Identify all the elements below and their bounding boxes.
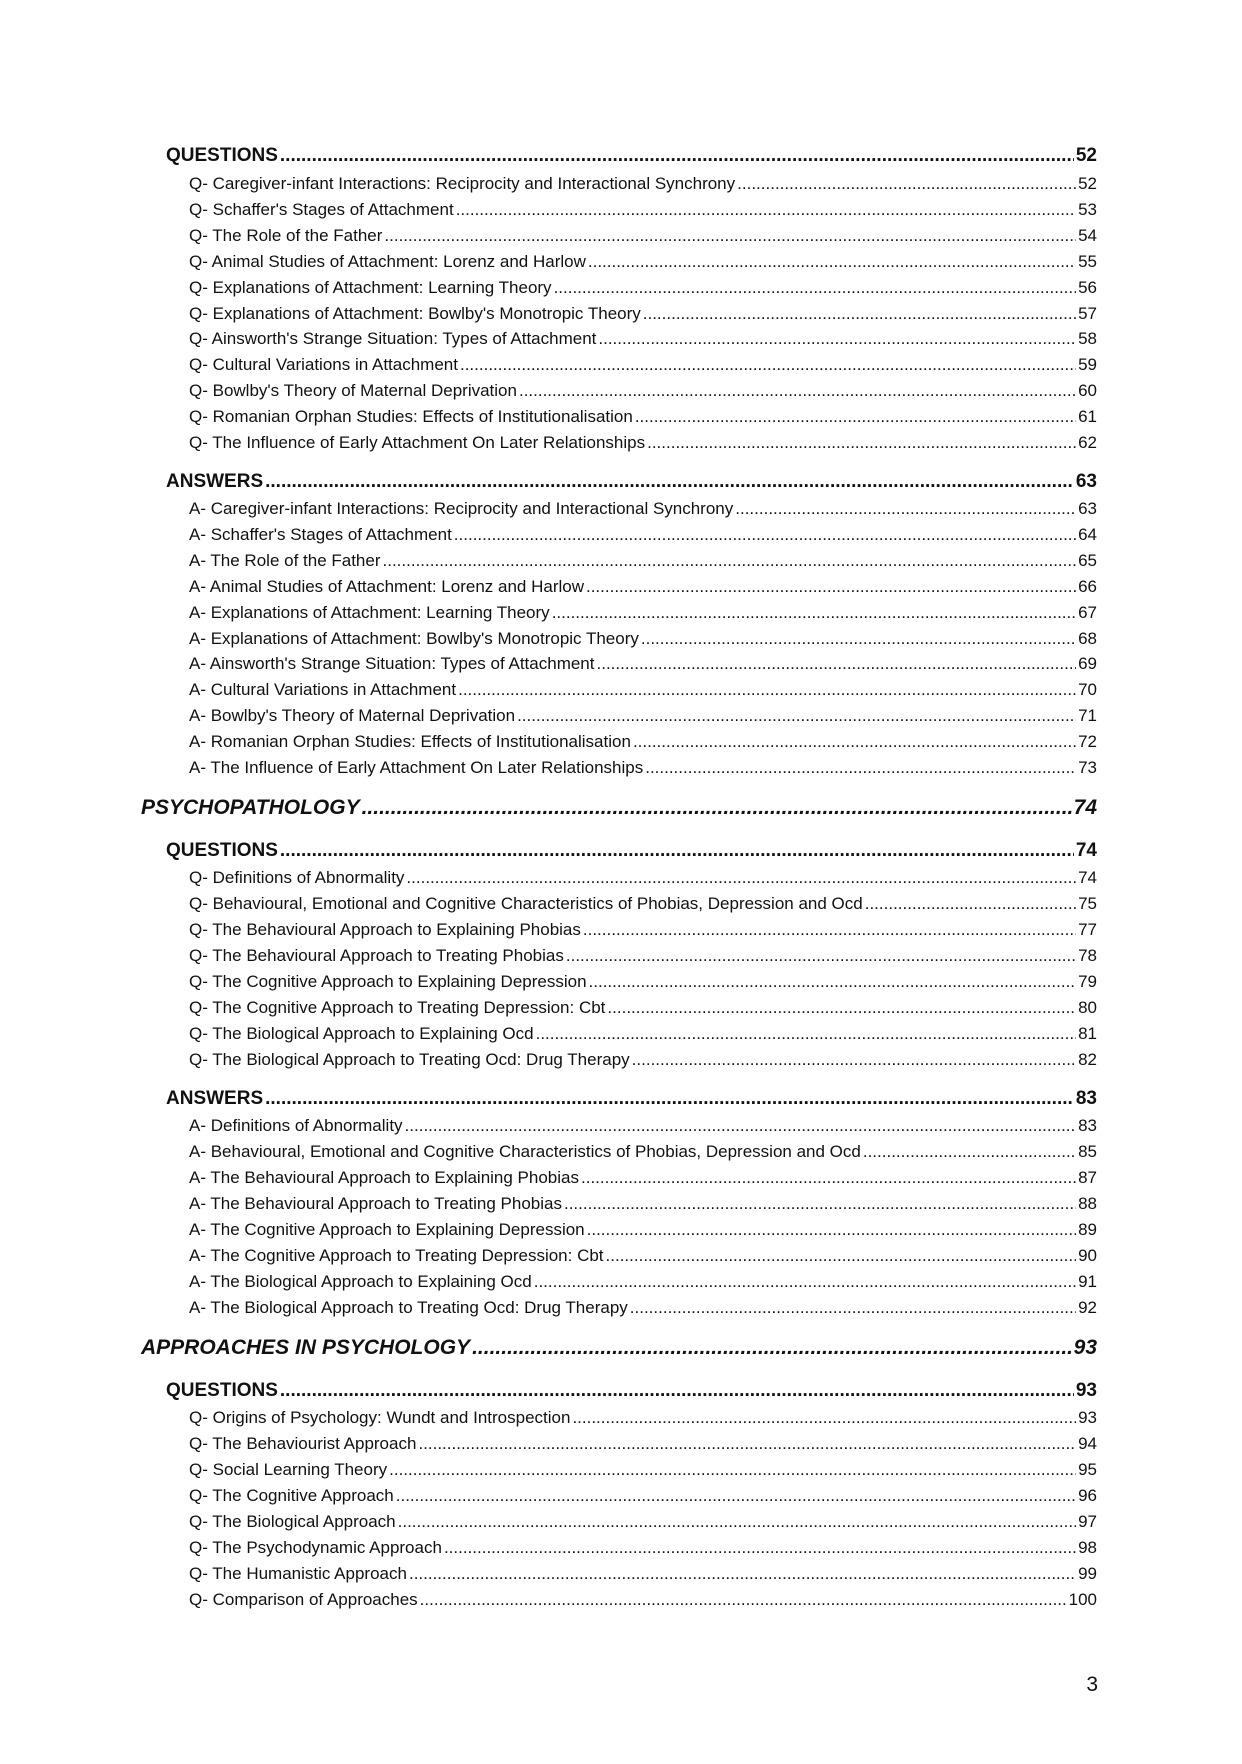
toc-label: Q- The Cognitive Approach to Explaining Depression xyxy=(189,972,587,991)
toc-label: Q- Animal Studies of Attachment: Lorenz and Harlow xyxy=(189,252,586,271)
toc-label: ANSWERS xyxy=(166,1088,264,1109)
dot-leader xyxy=(420,1590,1067,1610)
toc-page: 99 xyxy=(1078,1564,1097,1583)
dot-leader xyxy=(552,603,1076,623)
toc-entry[interactable] xyxy=(189,944,1097,966)
toc-page: 73 xyxy=(1078,758,1097,777)
toc-entry[interactable] xyxy=(189,1022,1097,1044)
toc-label: A- Explanations of Attachment: Learning Theory xyxy=(189,603,550,622)
toc-page: 100 xyxy=(1068,1590,1097,1609)
toc-entry[interactable] xyxy=(189,1166,1097,1188)
toc-entry[interactable] xyxy=(189,704,1097,726)
dot-leader xyxy=(588,252,1076,272)
dot-leader xyxy=(598,329,1076,349)
toc-entry[interactable] xyxy=(189,379,1097,401)
toc-heading-questions[interactable] xyxy=(166,1378,1097,1402)
toc-entry[interactable] xyxy=(189,523,1097,545)
toc-entry[interactable] xyxy=(189,327,1097,349)
toc-heading-answers[interactable] xyxy=(166,1086,1097,1110)
toc-page: 74 xyxy=(1073,796,1097,819)
dot-leader xyxy=(384,226,1076,246)
toc-label: A- The Behavioural Approach to Explaining Phobias xyxy=(189,1168,579,1187)
toc-entry[interactable] xyxy=(189,730,1097,752)
toc-entry[interactable] xyxy=(189,1140,1097,1162)
toc-entry[interactable] xyxy=(189,918,1097,940)
toc-label: Q- The Behaviourist Approach xyxy=(189,1434,417,1453)
toc-page: 70 xyxy=(1078,680,1097,699)
dot-leader xyxy=(632,1050,1076,1070)
dot-leader xyxy=(630,1298,1076,1318)
toc-label: Q- Bowlby's Theory of Maternal Deprivation xyxy=(189,381,517,400)
toc-entry[interactable] xyxy=(189,353,1097,375)
toc-label: Q- Ainsworth's Strange Situation: Types of Attachment xyxy=(189,329,597,348)
toc-entry[interactable] xyxy=(189,1192,1097,1214)
dot-leader xyxy=(280,145,1074,167)
dot-leader xyxy=(536,1024,1076,1044)
toc-label: Q- Cultural Variations in Attachment xyxy=(189,355,458,374)
dot-leader xyxy=(572,1408,1076,1428)
dot-leader xyxy=(564,1194,1076,1214)
toc-label: A- Cultural Variations in Attachment xyxy=(189,680,457,699)
toc-label: Q- The Behavioural Approach to Explaining Phobias xyxy=(189,920,581,939)
toc-entry[interactable] xyxy=(189,549,1097,571)
toc-label: APPROACHES IN PSYCHOLOGY xyxy=(141,1336,471,1359)
toc-label: A- The Influence of Early Attachment On Later Relationships xyxy=(189,758,644,777)
toc-heading-answers[interactable] xyxy=(166,469,1097,493)
toc-page: 74 xyxy=(1078,868,1097,887)
toc-entry[interactable] xyxy=(189,1510,1097,1532)
toc-label: Q- Social Learning Theory xyxy=(189,1460,388,1479)
toc-label: A- The Cognitive Approach to Treating Depression: Cbt xyxy=(189,1246,604,1265)
toc-label: Q- Comparison of Approaches xyxy=(189,1590,418,1609)
toc-label: Q- Behavioural, Emotional and Cognitive Characteristics of Phobias, Depression and Ocd xyxy=(189,894,863,913)
toc-page: 89 xyxy=(1078,1220,1097,1239)
toc-page: 62 xyxy=(1078,433,1097,452)
toc-page: 78 xyxy=(1078,946,1097,965)
dot-leader xyxy=(409,1564,1076,1584)
dot-leader xyxy=(406,868,1076,888)
toc-page: 64 xyxy=(1078,525,1097,544)
toc-page: 71 xyxy=(1078,706,1097,725)
toc-page: 53 xyxy=(1078,200,1097,219)
toc-page: 83 xyxy=(1078,1116,1097,1135)
toc-page: 72 xyxy=(1078,732,1097,751)
toc-entry[interactable] xyxy=(189,1244,1097,1266)
dot-leader xyxy=(607,998,1076,1018)
dot-leader xyxy=(633,732,1076,752)
toc-entry[interactable] xyxy=(189,302,1097,324)
toc-page: 52 xyxy=(1078,174,1097,193)
dot-leader xyxy=(597,654,1077,674)
dot-leader xyxy=(647,433,1076,453)
toc-label: QUESTIONS xyxy=(166,1380,278,1401)
toc-label: A- Ainsworth's Strange Situation: Types of Attachment xyxy=(189,654,595,673)
toc-page: 54 xyxy=(1078,226,1097,245)
toc-page: 98 xyxy=(1078,1538,1097,1557)
dot-leader xyxy=(863,1142,1076,1162)
dot-leader xyxy=(635,407,1076,427)
toc-page: 93 xyxy=(1075,1380,1097,1401)
toc-label: Q- Explanations of Attachment: Bowlby's Monotropic Theory xyxy=(189,304,641,323)
toc-page: 57 xyxy=(1078,304,1097,323)
toc-entry[interactable] xyxy=(189,970,1097,992)
dot-leader xyxy=(460,355,1076,375)
toc-page: 77 xyxy=(1078,920,1097,939)
toc-page: 61 xyxy=(1078,407,1097,426)
dot-leader xyxy=(383,551,1077,571)
toc-page: 74 xyxy=(1075,840,1097,861)
toc-entry[interactable] xyxy=(189,678,1097,700)
toc-entry[interactable] xyxy=(189,431,1097,453)
toc-chapter-approaches-in-psychology[interactable] xyxy=(141,1334,1097,1360)
toc-page: 81 xyxy=(1078,1024,1097,1043)
toc-page: 79 xyxy=(1078,972,1097,991)
toc-chapter-psychopathology[interactable] xyxy=(141,794,1097,820)
toc-page: 92 xyxy=(1078,1298,1097,1317)
toc-label: Q- Schaffer's Stages of Attachment xyxy=(189,200,454,219)
toc-page: 60 xyxy=(1078,381,1097,400)
toc-label: Q- The Humanistic Approach xyxy=(189,1564,407,1583)
toc-page: 68 xyxy=(1078,629,1097,648)
toc-page: 55 xyxy=(1078,252,1097,271)
toc-entry[interactable] xyxy=(189,172,1097,194)
toc-label: Q- The Influence of Early Attachment On Later Relationships xyxy=(189,433,646,452)
dot-leader xyxy=(554,278,1077,298)
toc-label: Q- The Cognitive Approach xyxy=(189,1486,394,1505)
toc-entry[interactable] xyxy=(189,198,1097,220)
dot-leader xyxy=(865,894,1076,914)
toc-label: A- Behavioural, Emotional and Cognitive Characteristics of Phobias, Depression and Ocd xyxy=(189,1142,861,1161)
dot-leader xyxy=(583,920,1076,940)
toc-label: Q- Caregiver-infant Interactions: Reciprocity and Interactional Synchrony xyxy=(189,174,736,193)
toc-page: 96 xyxy=(1078,1486,1097,1505)
toc-label: Q- The Biological Approach to Treating Ocd: Drug Therapy xyxy=(189,1050,630,1069)
dot-leader xyxy=(735,499,1076,519)
dot-leader xyxy=(454,525,1076,545)
toc-label: PSYCHOPATHOLOGY xyxy=(141,796,360,819)
toc-heading-questions[interactable] xyxy=(166,143,1097,167)
toc-entry[interactable] xyxy=(189,601,1097,623)
toc-page: 93 xyxy=(1078,1408,1097,1427)
dot-leader xyxy=(517,706,1076,726)
toc-label: Q- The Psychodynamic Approach xyxy=(189,1538,442,1557)
toc-entry[interactable] xyxy=(189,276,1097,298)
toc-label: ANSWERS xyxy=(166,471,264,492)
toc-entry[interactable] xyxy=(189,756,1097,778)
dot-leader xyxy=(534,1272,1076,1292)
dot-leader xyxy=(362,796,1072,820)
dot-leader xyxy=(280,1380,1074,1402)
toc-entry[interactable] xyxy=(189,892,1097,914)
page-number: 3 xyxy=(1086,1673,1098,1696)
dot-leader xyxy=(587,1220,1076,1240)
dot-leader xyxy=(589,972,1077,992)
dot-leader xyxy=(389,1460,1076,1480)
toc-label: A- Romanian Orphan Studies: Effects of Institutionalisation xyxy=(189,732,631,751)
dot-leader xyxy=(405,1116,1077,1136)
toc-page: 87 xyxy=(1078,1168,1097,1187)
dot-leader xyxy=(645,758,1076,778)
toc-page: 56 xyxy=(1078,278,1097,297)
toc-entry[interactable] xyxy=(189,1458,1097,1480)
toc-entry[interactable] xyxy=(189,405,1097,427)
toc-page: 59 xyxy=(1078,355,1097,374)
dot-leader xyxy=(265,1088,1074,1110)
toc-entry[interactable] xyxy=(189,1562,1097,1584)
toc-label: Q- The Cognitive Approach to Treating Depression: Cbt xyxy=(189,998,606,1017)
dot-leader xyxy=(643,304,1076,324)
dot-leader xyxy=(398,1512,1076,1532)
toc-entry[interactable] xyxy=(189,1296,1097,1318)
dot-leader xyxy=(418,1434,1076,1454)
toc-page: 80 xyxy=(1078,998,1097,1017)
dot-leader xyxy=(566,946,1076,966)
dot-leader xyxy=(586,577,1076,597)
toc-page: 83 xyxy=(1075,1088,1097,1109)
toc-entry[interactable] xyxy=(189,1406,1097,1428)
toc-label: A- Animal Studies of Attachment: Lorenz and Harlow xyxy=(189,577,584,596)
toc-entry[interactable] xyxy=(189,1270,1097,1292)
toc-page: 66 xyxy=(1078,577,1097,596)
toc-entry[interactable] xyxy=(189,1484,1097,1506)
toc-page: 93 xyxy=(1073,1336,1097,1359)
toc-label: A- Explanations of Attachment: Bowlby's Monotropic Theory xyxy=(189,629,639,648)
toc-label: A- The Behavioural Approach to Treating Phobias xyxy=(189,1194,562,1213)
toc-label: A- The Role of the Father xyxy=(189,551,381,570)
toc-page: 58 xyxy=(1078,329,1097,348)
dot-leader xyxy=(581,1168,1076,1188)
toc-entry[interactable] xyxy=(189,575,1097,597)
dot-leader xyxy=(456,200,1076,220)
toc-label: A- Definitions of Abnormality xyxy=(189,1116,403,1135)
toc-entry[interactable] xyxy=(189,1218,1097,1240)
toc-label: Q- The Behavioural Approach to Treating Phobias xyxy=(189,946,564,965)
toc-entry[interactable] xyxy=(189,497,1097,519)
toc-label: A- The Biological Approach to Explaining Ocd xyxy=(189,1272,532,1291)
toc-label: QUESTIONS xyxy=(166,145,278,166)
toc-label: Q- The Biological Approach xyxy=(189,1512,396,1531)
toc-entry[interactable] xyxy=(189,1588,1097,1610)
toc-entry[interactable] xyxy=(189,1114,1097,1136)
toc-page: 82 xyxy=(1078,1050,1097,1069)
dot-leader xyxy=(519,381,1076,401)
toc-label: A- The Biological Approach to Treating Ocd: Drug Therapy xyxy=(189,1298,628,1317)
toc-entry[interactable] xyxy=(189,866,1097,888)
dot-leader xyxy=(472,1336,1072,1360)
toc-entry[interactable] xyxy=(189,224,1097,246)
toc-heading-questions[interactable] xyxy=(166,838,1097,862)
dot-leader xyxy=(396,1486,1076,1506)
toc-page: 75 xyxy=(1078,894,1097,913)
toc-label: Q- Origins of Psychology: Wundt and Introspection xyxy=(189,1408,571,1427)
toc-entry[interactable] xyxy=(189,652,1097,674)
toc-label: Q- Romanian Orphan Studies: Effects of Institutionalisation xyxy=(189,407,633,426)
toc-label: Q- Explanations of Attachment: Learning Theory xyxy=(189,278,552,297)
toc-entry[interactable] xyxy=(189,1048,1097,1070)
toc-label: Q- The Biological Approach to Explaining Ocd xyxy=(189,1024,534,1043)
toc-page: 97 xyxy=(1078,1512,1097,1531)
toc-label: Q- Definitions of Abnormality xyxy=(189,868,405,887)
dot-leader xyxy=(444,1538,1076,1558)
toc-page: 85 xyxy=(1078,1142,1097,1161)
toc-label: Q- The Role of the Father xyxy=(189,226,383,245)
toc-page: 63 xyxy=(1078,499,1097,518)
toc-page: 63 xyxy=(1075,471,1097,492)
toc-entry[interactable] xyxy=(189,1432,1097,1454)
toc-page: 90 xyxy=(1078,1246,1097,1265)
toc-page: 69 xyxy=(1078,654,1097,673)
toc-page: 95 xyxy=(1078,1460,1097,1479)
dot-leader xyxy=(606,1246,1077,1266)
toc-label: A- Caregiver-infant Interactions: Reciprocity and Interactional Synchrony xyxy=(189,499,734,518)
toc-page: 67 xyxy=(1078,603,1097,622)
toc-label: QUESTIONS xyxy=(166,840,278,861)
toc-label: A- The Cognitive Approach to Explaining Depression xyxy=(189,1220,585,1239)
toc-entry[interactable] xyxy=(189,1536,1097,1558)
toc-label: A- Schaffer's Stages of Attachment xyxy=(189,525,452,544)
toc-label: A- Bowlby's Theory of Maternal Deprivation xyxy=(189,706,516,725)
dot-leader xyxy=(265,471,1074,493)
dot-leader xyxy=(458,680,1076,700)
toc-page: 52 xyxy=(1075,145,1097,166)
dot-leader xyxy=(641,629,1076,649)
toc-page: 88 xyxy=(1078,1194,1097,1213)
toc-entry[interactable] xyxy=(189,627,1097,649)
toc-entry[interactable] xyxy=(189,250,1097,272)
toc-page: 94 xyxy=(1078,1434,1097,1453)
toc-entry[interactable] xyxy=(189,996,1097,1018)
dot-leader xyxy=(280,840,1074,862)
dot-leader xyxy=(737,174,1076,194)
toc-page: 65 xyxy=(1078,551,1097,570)
toc-page: 91 xyxy=(1078,1272,1097,1291)
